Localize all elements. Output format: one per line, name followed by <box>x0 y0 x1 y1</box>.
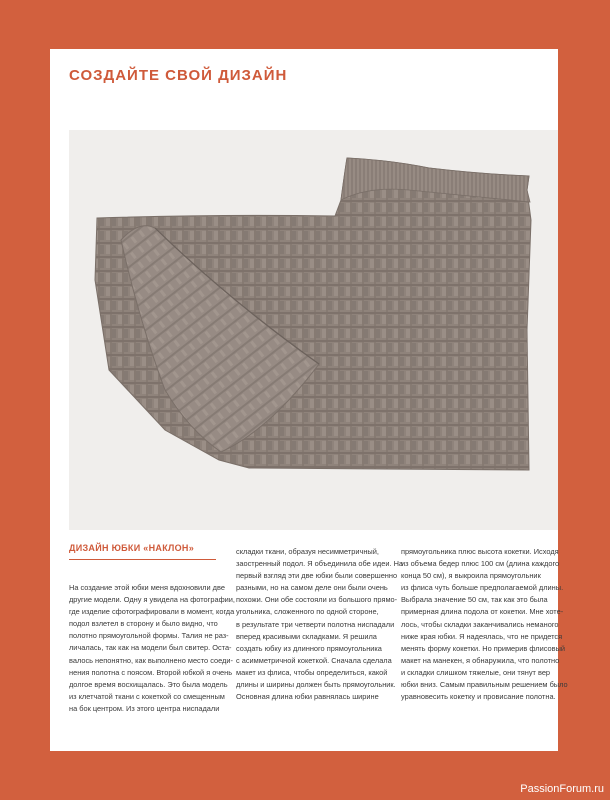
column2-line: длины и ширины должен быть прямоугольник. <box>236 680 396 690</box>
column1-line: На создание этой юбки меня вдохновили две <box>69 583 225 592</box>
column3-line: лось, чтобы складки заканчивались неманого <box>401 619 559 629</box>
column2-line: создать юбку из длинного прямоугольника <box>236 643 382 653</box>
column3-line: прямоугольника плюс высота кокетки. Исходя <box>401 547 559 556</box>
column3-line: Выбрала значение 50 см, так как это была <box>401 595 548 605</box>
page-sheet <box>50 49 568 751</box>
text-column-1 <box>69 582 235 715</box>
column3-line: макет на манекен, я обнаружила, что полотно <box>401 655 560 665</box>
column1-line: из клетчатой ткани с кокеткой со смещенным <box>69 691 225 701</box>
column1-line: валось непонятно, как выполнено место соеди- <box>69 655 233 665</box>
page-title: СОЗДАЙТЕ СВОЙ ДИЗАЙН <box>69 67 288 84</box>
column1-line: долгое время восхищалась. Это была модель <box>69 679 228 689</box>
site-watermark: PassionForum.ru <box>520 783 604 795</box>
column2-line: в результате три четверти полотна ниспадали <box>236 619 395 629</box>
column3-line: из флиса чуть больше предполагаемой длины. <box>401 583 564 593</box>
column3-line: и складки слишком тяжелые, они тянут вер <box>401 667 551 677</box>
text-column-3 <box>401 546 568 703</box>
column2-line: первый взгляд эти две юбки были совершенно <box>236 571 398 581</box>
column3-line: юбки вниз. Самым правильным решением было <box>401 680 568 690</box>
column1-line: полотно прямоугольной формы. Талия не раз- <box>69 631 229 641</box>
section-heading: ДИЗАЙН ЮБКИ «НАКЛОН» <box>69 543 195 553</box>
column3-line: из объема бедер плюс 100 см (длина каждого <box>401 559 560 569</box>
text-column-2 <box>236 546 404 703</box>
column3-line: ниже края юбки. Я надеялась, что не придется <box>401 631 563 641</box>
column1-line: где изделие сфотографировали в момент, когда <box>69 607 235 617</box>
column2-line: вперед красивыми складками. Я решила <box>236 631 377 641</box>
column2-line: Основная длина юбки равнялась ширине <box>236 692 379 702</box>
column3-line: менять форму кокетки. Но примерив флисовый <box>401 643 566 653</box>
column1-line: личалась, так как на модели был свитер. Оста- <box>69 643 232 653</box>
column2-line: похожи. Они обе состояли из большого прямо- <box>236 595 398 605</box>
column1-line: нения полотна с поясом. Второй юбкой я очень <box>69 667 233 677</box>
knitted-skirt-photo <box>69 130 558 530</box>
column2-line: заостренный подол. Я объединила обе идеи. На <box>236 559 404 569</box>
heading-underline <box>69 559 216 560</box>
column2-line: макет из флиса, чтобы определиться, какой <box>236 667 388 677</box>
column2-line: с асимметричной кокеткой. Сначала сделала <box>236 655 392 665</box>
column2-line: угольника, сложенного по одной стороне, <box>236 607 379 617</box>
column3-line: уравновесить кокетку и провисание полотна. <box>401 692 556 702</box>
knitted-skirt-panel-photo-icon <box>69 130 558 530</box>
column1-line: подол взлетел в сторону и было видно, что <box>69 619 218 629</box>
column1-line: другие модели. Одну я увидела на фотографии, <box>69 595 235 605</box>
column3-line: примерная длина подола от кокетки. Мне хоте- <box>401 607 564 617</box>
column2-line: складки ткани, образуя несимметричный, <box>236 547 379 556</box>
column2-line: разными, но на самом деле они были очень <box>236 583 388 593</box>
column1-line: на бок центром. Из этого центра ниспадали <box>69 703 220 713</box>
column3-line: конца 50 см), я выкроила прямоугольник <box>401 571 541 581</box>
